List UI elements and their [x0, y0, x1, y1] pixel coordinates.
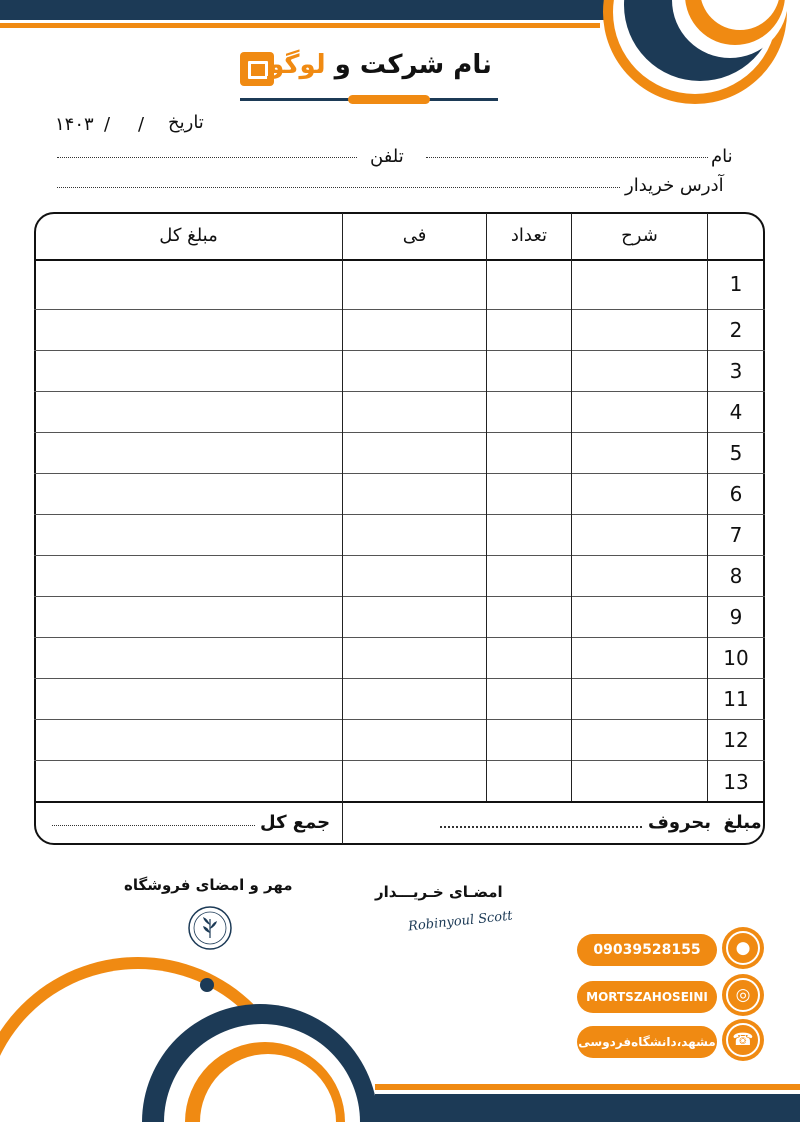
table-col-divider: [707, 213, 708, 801]
stamp-leaf-icon: [187, 905, 233, 951]
invoice-table: [34, 212, 765, 845]
col-header-description: شرح: [621, 225, 658, 246]
row-number: 10: [723, 646, 749, 670]
table-row-divider: [34, 719, 765, 720]
table-col-divider: [571, 213, 572, 801]
date-sep-1: /: [138, 114, 145, 135]
name-label: نام: [711, 146, 733, 167]
table-row-divider: [34, 760, 765, 761]
table-col-divider: [342, 213, 343, 844]
row-number: 4: [729, 400, 743, 424]
grand-total-field[interactable]: [52, 825, 255, 826]
row-number: 2: [729, 318, 743, 342]
buyer-signature: Robinyoul Scott: [407, 908, 514, 935]
col-header-quantity: تعداد: [510, 225, 548, 246]
address-label: آدرس خریدار: [625, 175, 724, 196]
globe-icon: ◎: [722, 974, 764, 1016]
date-year: ۱۴۰۳: [55, 114, 94, 135]
phone-chat-icon: ☎: [722, 1019, 764, 1061]
table-row-divider: [34, 678, 765, 679]
table-row-divider: [34, 555, 765, 556]
date-label: تاریخ: [168, 112, 204, 133]
store-signature-label: مهر و امضای فروشگاه: [124, 876, 293, 894]
row-number: 13: [723, 770, 749, 794]
row-number: 7: [729, 523, 743, 547]
grand-total-label: جمع کل: [260, 812, 331, 833]
row-number: 12: [723, 728, 749, 752]
amount-in-words-label: مبلغ بحروف: [648, 812, 762, 833]
row-number: 3: [729, 359, 743, 383]
col-header-total: مبلغ کل: [159, 225, 218, 246]
row-number: 1: [729, 272, 743, 296]
address-field[interactable]: [57, 187, 620, 188]
table-row-divider: [34, 259, 765, 261]
table-footer-divider: [34, 801, 765, 803]
location-pin-icon: ●: [722, 927, 764, 969]
table-row-divider: [34, 309, 765, 310]
table-col-divider: [486, 213, 487, 801]
row-number: 11: [723, 687, 749, 711]
phone-field[interactable]: [57, 157, 357, 158]
table-row-divider: [34, 514, 765, 515]
col-header-unit-price: فی: [402, 225, 427, 246]
amount-in-words-field[interactable]: [440, 826, 642, 828]
phone-label: تلفن: [370, 146, 404, 167]
table-row-divider: [34, 432, 765, 433]
table-row-divider: [34, 637, 765, 638]
name-field[interactable]: [426, 157, 708, 158]
table-row-divider: [34, 350, 765, 351]
row-number: 8: [729, 564, 743, 588]
date-sep-2: /: [104, 114, 111, 135]
row-number: 6: [729, 482, 743, 506]
row-number: 5: [729, 441, 743, 465]
table-row-divider: [34, 596, 765, 597]
buyer-signature-label: امضـای خـریـــدار: [375, 883, 503, 901]
website-pill: MORTSZAHOSEINI: [577, 981, 717, 1013]
company-title: [250, 50, 510, 80]
table-row-divider: [34, 391, 765, 392]
title-underline-accent: [348, 95, 430, 104]
company-title-accent: لوگو: [268, 50, 326, 80]
company-title-text: نام شرکت و: [334, 50, 492, 80]
phone-pill: 09039528155: [577, 934, 717, 966]
row-number: 9: [729, 605, 743, 629]
address-pill: مشهد،دانشگاه‌فردوسی: [577, 1026, 717, 1058]
table-row-divider: [34, 473, 765, 474]
